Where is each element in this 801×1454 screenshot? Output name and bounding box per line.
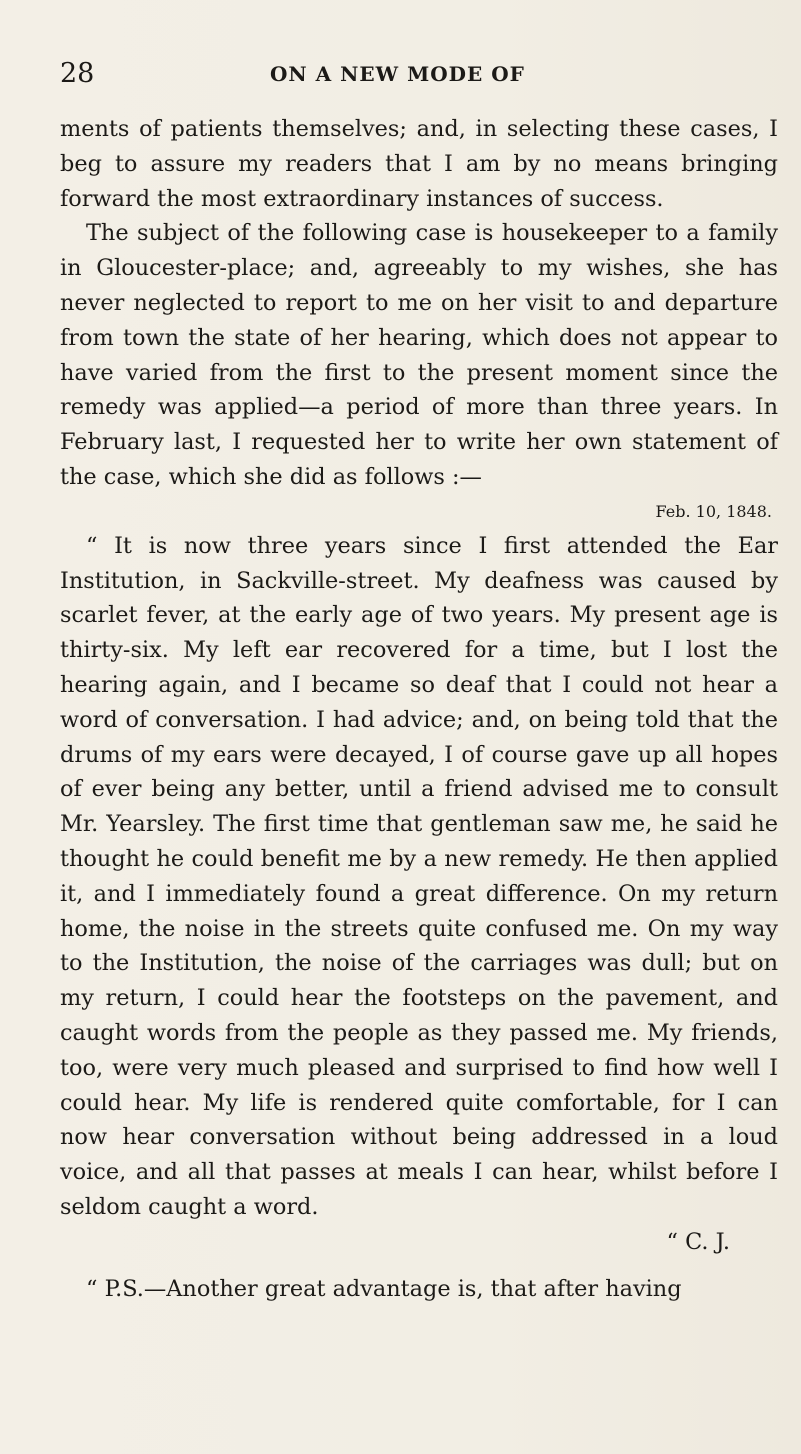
letter-signature: “ C. J. [666,1228,730,1255]
letter-date: Feb. 10, 1848. [655,501,772,521]
body-text [60,112,778,1306]
page-header [60,58,751,98]
letter-body: “ It is now three years since I first attended the Ear Institution, in Sackville-street. My deafness was caused by scarlet fever, at the early age of two years. My present age is thirty-six. My left ear recovered for a time, but I lost the hearing again, and I became so deaf that I could not hear a word of conversation. I had advice; and, on being told that the drums of my ears were decayed, I of course gave up all hopes of ever being any better, until a friend advised me to consult Mr. Yearsley. The first time that gentleman saw me, he said he thought he could benefit me by a new remedy. He then applied it, and I immediately found a great difference. On my return home, the noise in the streets quite confused me. On my way to the Institution, the noise of the carriages was dull; but on my return, I could hear the footsteps on the pavement, and caught words from the people as they passed me. My friends, too, were very much pleased and surprised to find how well I could hear. My life is rendered quite comfortable, for I can now hear conversation without being addressed in a loud voice, and all that passes at meals I can hear, whilst before I seldom caught a word. [60,532,778,1220]
paragraph-case-intro: The subject of the following case is housekeeper to a family in Gloucester-place; and, agreeably to my wishes, she has never neglected to report to me on her visit to and departure from town the state of her hearing, which does not appear to have varied from the first to the present moment since the remedy was applied—a period of more than three years. In February last, I requested her to write her own statement of the case, which she did as follows :— [60,220,778,490]
page-number: 28 [60,58,95,89]
paragraph-continuation: ments of patients themselves; and, in selecting these cases, I beg to assure my readers that I am by no means bringing forward the most extraordinary instances of success. [60,116,778,212]
running-head: ON A NEW MODE OF [270,62,525,86]
postscript: “ P.S.—Another great advantage is, that after having [86,1275,682,1302]
